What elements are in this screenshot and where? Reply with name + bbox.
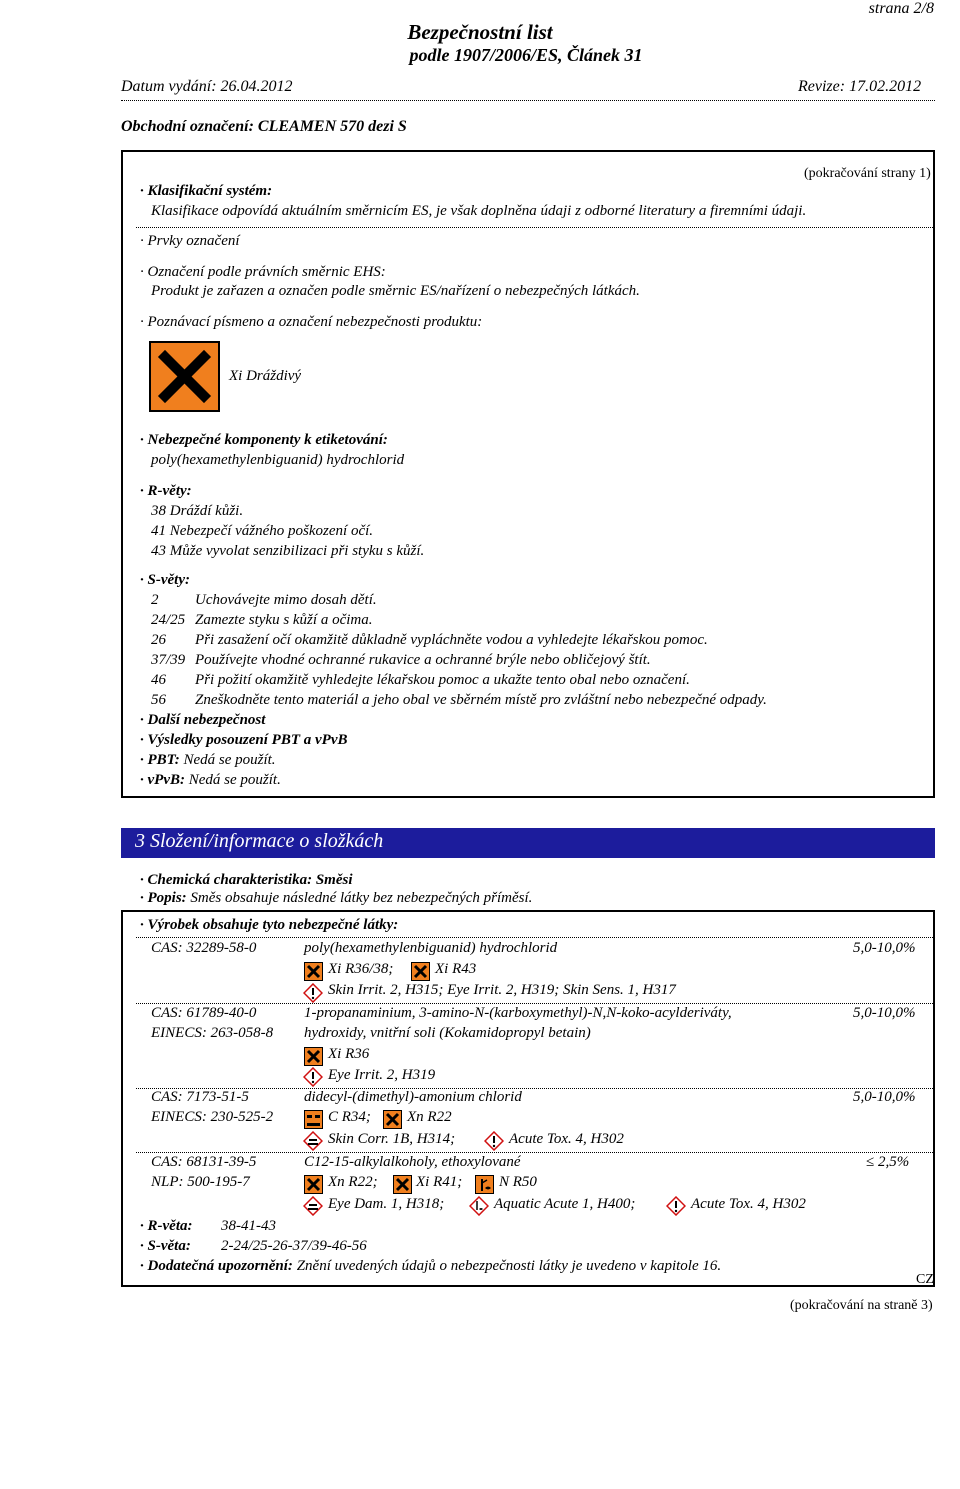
s-phrase-text: Zamezte styku s kůží a očima.	[195, 612, 373, 628]
substance-name: didecyl-(dimethyl)-amonium chlorid	[304, 1089, 522, 1105]
corrosion-pictogram-icon	[303, 1131, 323, 1151]
clp-classification: Eye Dam. 1, H318;	[328, 1196, 445, 1212]
divider	[136, 1088, 933, 1089]
chem-char-row	[140, 872, 353, 889]
substance-id: CAS: 61789-40-0	[151, 1005, 257, 1021]
continued-to: (pokračování na straně 3)	[790, 1298, 933, 1313]
page-number: strana 2/8	[868, 0, 934, 17]
s-phrase-text: Při požití okamžitě vyhledejte lékařskou pomoc a ukažte tento obal nebo označení.	[195, 672, 690, 688]
vpvb-row	[140, 772, 281, 789]
substance-name-cont: hydroxidy, vnitřní soli (Kokamidopropyl betain)	[304, 1025, 591, 1041]
substance-id: EINECS: 230-525-2	[151, 1109, 274, 1125]
s-sentence-row	[140, 1238, 191, 1255]
clp-classification: Aquatic Acute 1, H400;	[494, 1196, 636, 1212]
contains-heading: · Výrobek obsahuje tyto nebezpečné látky:	[140, 917, 399, 933]
r-phrase: 38 Dráždí kůži.	[151, 503, 244, 519]
s-phrase-text: Uchovávejte mimo dosah dětí.	[195, 592, 377, 608]
other-hazards: · Další nebezpečnost	[140, 712, 266, 728]
substance-percentage: 5,0-10,0%	[853, 1005, 916, 1021]
substance-percentage: ≤ 2,5%	[866, 1154, 910, 1170]
vpvb-value: Nedá se použít.	[188, 772, 281, 788]
harmful-x-icon	[304, 1175, 323, 1194]
trade-name: Obchodní označení: CLEAMEN 570 dezi S	[121, 118, 407, 135]
divider	[136, 1003, 933, 1004]
irritant-icon	[149, 341, 220, 412]
country-code: CZ	[916, 1272, 934, 1287]
harmful-x-icon	[393, 1175, 412, 1194]
substance-name: 1-propanaminium, 3-amino-N-(karboxymethyl)-N,N-koko-acylderiváty,	[304, 1005, 732, 1021]
dsd-classification: Xi R41;	[416, 1174, 463, 1190]
vpvb-label: · vPvB:	[140, 772, 185, 788]
corrosion-pictogram-icon	[303, 1196, 323, 1216]
divider	[136, 227, 933, 228]
hazard-symbol-label: Xi Dráždivý	[229, 368, 302, 384]
harmful-x-icon	[304, 1047, 323, 1066]
additional-notes-value: Znění uvedených údajů o nebezpečnosti látky je uvedeno v kapitole 16.	[296, 1258, 722, 1274]
r-sentence-label: · R-věta:	[140, 1218, 193, 1234]
exclamation-mark-icon	[666, 1196, 686, 1216]
s-phrase-text: Používejte vhodné ochranné rukavice a ochranné brýle nebo obličejový štít.	[195, 652, 651, 668]
r-phrase: 41 Nebezpečí vážného poškození očí.	[151, 523, 374, 539]
clp-classification: Acute Tox. 4, H302	[691, 1196, 806, 1212]
chem-char-value: Směsi	[315, 872, 353, 888]
classification-system-text: Klasifikace odpovídá aktuálním směrnicím ES, je však doplněna údaji z odborné literatury a firemními údaji.	[151, 203, 807, 219]
exclamation-mark-icon	[303, 1067, 323, 1087]
dsd-classification: Xn R22	[407, 1109, 452, 1125]
substance-id: NLP: 500-195-7	[151, 1174, 250, 1190]
s-phrase-code: 24/25	[151, 612, 186, 628]
dsd-classification: C R34;	[328, 1109, 371, 1125]
environment-pictogram-icon	[469, 1196, 489, 1216]
document-subtitle: podle 1907/2006/ES, Článek 31	[409, 45, 643, 65]
dsd-classification: Xi R36	[328, 1046, 370, 1062]
s-phrase-code: 26	[151, 632, 166, 648]
corrosive-icon	[304, 1110, 323, 1129]
additional-notes-label: · Dodatečná upozornění:	[140, 1258, 293, 1274]
label-elements: · Prvky označení	[140, 233, 240, 249]
eu-label-text: Produkt je zařazen a označen podle směrnic ES/nařízení o nebezpečných látkách.	[151, 283, 640, 299]
revision-date: Revize: 17.02.2012	[798, 78, 922, 95]
substance-id: CAS: 32289-58-0	[151, 940, 257, 956]
r-sentence-row	[140, 1218, 192, 1235]
pbt-label: · PBT:	[140, 752, 180, 768]
components-text: poly(hexamethylenbiguanid) hydrochlorid	[151, 452, 405, 468]
s-phrases-heading: · S-věty:	[140, 572, 190, 588]
classification-system-label: · Klasifikační systém:	[140, 183, 273, 199]
substance-id: CAS: 7173-51-5	[151, 1089, 249, 1105]
substance-percentage: 5,0-10,0%	[853, 1089, 916, 1105]
section3-banner	[121, 828, 935, 858]
clp-classification: Skin Corr. 1B, H314;	[328, 1131, 456, 1147]
description-row	[140, 890, 532, 907]
pbt-row	[140, 752, 276, 769]
harmful-x-icon	[383, 1110, 402, 1129]
chem-char-label: · Chemická charakteristika:	[140, 872, 313, 888]
divider	[136, 937, 933, 938]
s-sentence-value: 2-24/25-26-37/39-46-56	[221, 1238, 367, 1254]
dsd-classification: Xn R22;	[328, 1174, 378, 1190]
additional-notes	[140, 1258, 721, 1275]
components-heading: · Nebezpečné komponenty k etiketování:	[140, 432, 388, 448]
dsd-classification: Xi R43	[435, 961, 477, 977]
s-phrase-code: 46	[151, 672, 166, 688]
issue-date: Datum vydání: 26.04.2012	[121, 78, 293, 95]
exclamation-mark-icon	[303, 983, 323, 1003]
substance-percentage: 5,0-10,0%	[853, 940, 916, 956]
divider	[136, 1152, 933, 1153]
harmful-x-icon	[304, 962, 323, 981]
substance-id: CAS: 68131-39-5	[151, 1154, 257, 1170]
header-divider	[121, 100, 935, 101]
continued-from: (pokračování strany 1)	[804, 166, 931, 181]
document-title: Bezpečnostní list	[407, 20, 553, 44]
pbt-value: Nedá se použít.	[183, 752, 276, 768]
pbt-heading: · Výsledky posouzení PBT a vPvB	[140, 732, 348, 748]
s-phrase-code: 56	[151, 692, 166, 708]
substance-name: poly(hexamethylenbiguanid) hydrochlorid	[304, 940, 558, 956]
description-value: Směs obsahuje následné látky bez nebezpečných příměsí.	[190, 890, 533, 906]
r-sentence-value: 38-41-43	[221, 1218, 276, 1234]
s-phrase-code: 2	[151, 592, 159, 608]
substance-name: C12-15-alkylalkoholy, ethoxylované	[304, 1154, 521, 1170]
exclamation-mark-icon	[484, 1131, 504, 1151]
clp-classification: Acute Tox. 4, H302	[509, 1131, 624, 1147]
hazard-letter-heading: · Poznávací písmeno a označení nebezpečnosti produktu:	[140, 314, 483, 330]
s-sentence-label: · S-věta:	[140, 1238, 191, 1254]
dsd-classification: N R50	[499, 1174, 537, 1190]
dsd-classification: Xi R36/38;	[328, 961, 394, 977]
eu-label-heading: · Označení podle právních směrnic EHS:	[140, 264, 386, 280]
r-phrase: 43 Může vyvolat senzibilizaci při styku s kůží.	[151, 543, 425, 559]
substance-id: EINECS: 263-058-8	[151, 1025, 274, 1041]
clp-classification: Skin Irrit. 2, H315; Eye Irrit. 2, H319; Skin Sens. 1, H317	[328, 982, 676, 998]
r-phrases-heading: · R-věty:	[140, 483, 192, 499]
s-phrase-text: Při zasažení očí okamžitě důkladně vypláchněte vodou a vyhledejte lékařskou pomoc.	[195, 632, 708, 648]
environment-icon	[475, 1175, 494, 1194]
s-phrase-text: Zneškodněte tento materiál a jeho obal ve sběrném místě pro zvláštní nebo nebezpečné odpady.	[195, 692, 767, 708]
section3-title: 3 Složení/informace o složkách	[135, 830, 384, 852]
description-label: · Popis:	[140, 890, 187, 906]
clp-classification: Eye Irrit. 2, H319	[328, 1067, 436, 1083]
s-phrase-code: 37/39	[151, 652, 186, 668]
harmful-x-icon	[411, 962, 430, 981]
